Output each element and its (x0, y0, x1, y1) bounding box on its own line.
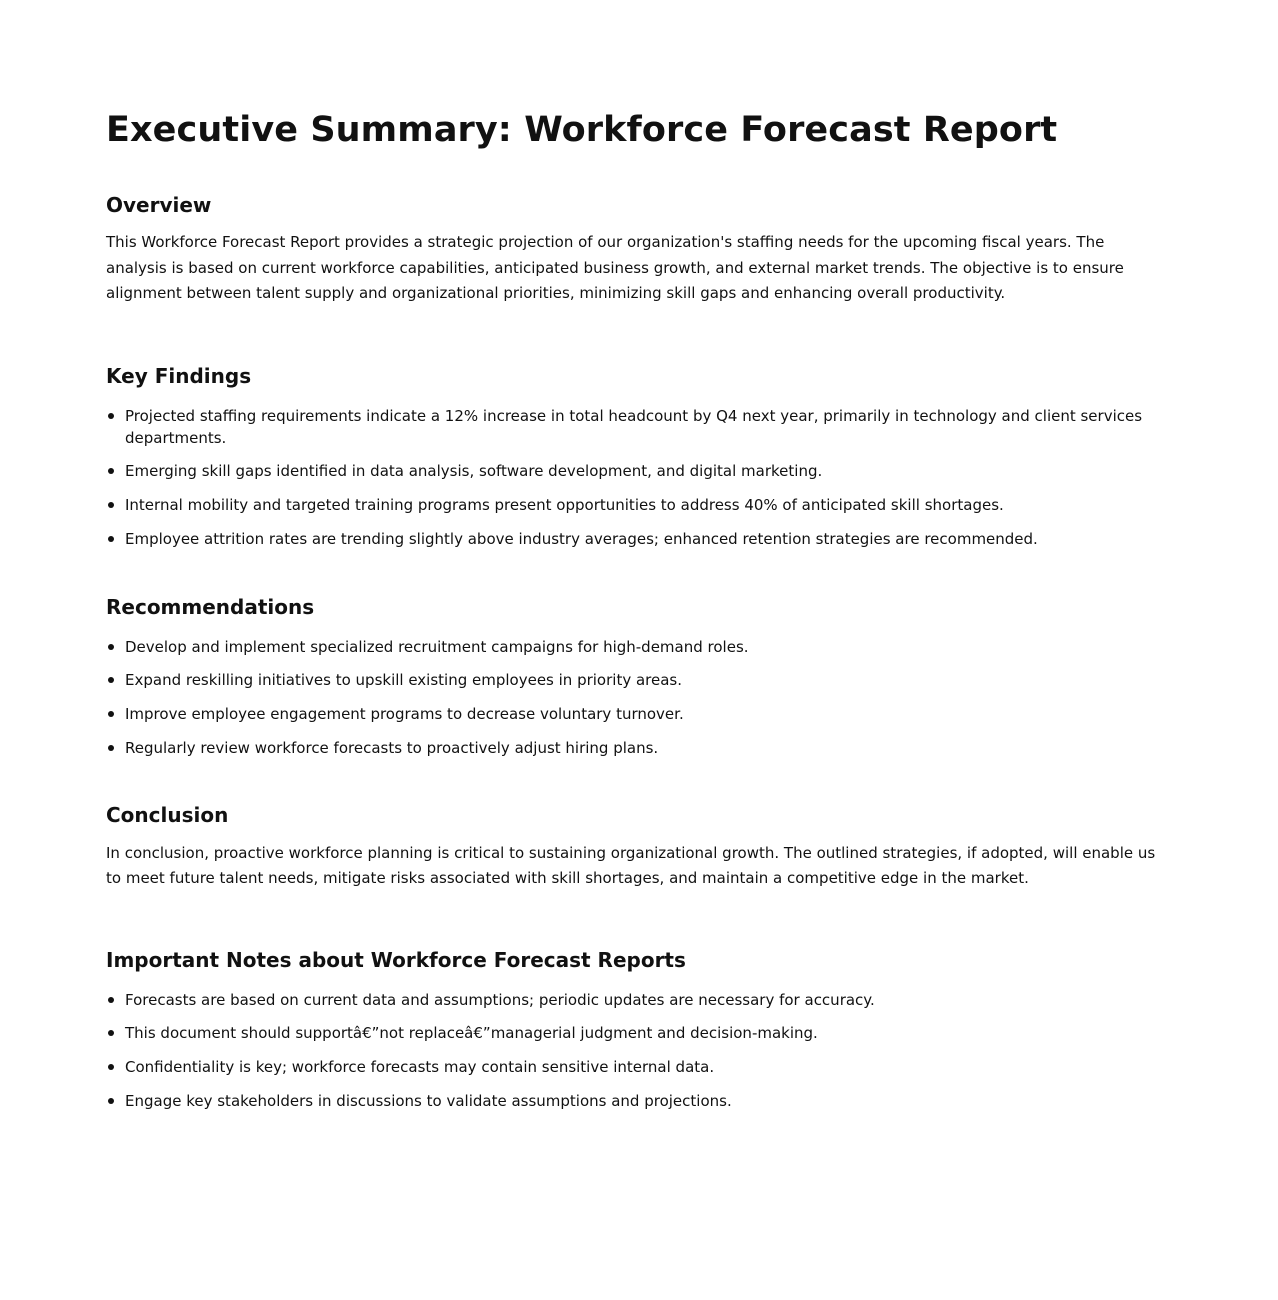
list-item: Engage key stakeholders in discussions to validate assumptions and projections. (106, 1090, 1166, 1112)
recommendations-list (106, 636, 1166, 759)
list-item: Develop and implement specialized recruitment campaigns for high-demand roles. (106, 636, 1166, 658)
conclusion-heading: Conclusion (106, 802, 229, 827)
list-item: Improve employee engagement programs to decrease voluntary turnover. (106, 703, 1166, 725)
list-item: Emerging skill gaps identified in data analysis, software development, and digital marketing. (106, 460, 1166, 482)
conclusion-paragraph: In conclusion, proactive workforce planning is critical to sustaining organizational growth. The outlined strategies, if adopted, will enable us to meet future talent needs, mitigate risks associated with skill shortages, and maintain a competitive edge in the market. (106, 843, 1156, 888)
key-findings-heading: Key Findings (106, 363, 252, 388)
list-item: Internal mobility and targeted training programs present opportunities to address 40% of anticipated skill shortages. (106, 494, 1166, 516)
notes-section (106, 947, 1166, 1112)
notes-list (106, 989, 1166, 1112)
list-item: Regularly review workforce forecasts to proactively adjust hiring plans. (106, 737, 1166, 759)
recommendations-section (106, 594, 1166, 759)
list-item: Expand reskilling initiatives to upskill existing employees in priority areas. (106, 669, 1166, 691)
conclusion-section (106, 802, 1166, 892)
list-item: Forecasts are based on current data and assumptions; periodic updates are necessary for accuracy. (106, 989, 1166, 1011)
overview-section (106, 192, 1166, 307)
page-title: Executive Summary: Workforce Forecast Report (106, 110, 1058, 150)
key-findings-section (106, 363, 1166, 550)
key-findings-list (106, 405, 1166, 550)
overview-heading: Overview (106, 193, 212, 217)
notes-heading: Important Notes about Workforce Forecast Reports (106, 947, 686, 972)
overview-paragraph: This Workforce Forecast Report provides a strategic projection of our organization's staffing needs for the upcoming fiscal years. The analysis is based on current workforce capabilities, anticipated business growth, and external market trends. The objective is to ensure alignment between talent supply and organizational priorities, minimizing skill gaps and enhancing overall productivity. (106, 233, 1124, 302)
recommendations-heading: Recommendations (106, 594, 315, 619)
list-item: Confidentiality is key; workforce forecasts may contain sensitive internal data. (106, 1056, 1166, 1078)
list-item: Employee attrition rates are trending slightly above industry averages; enhanced retention strategies are recommended. (106, 528, 1166, 550)
list-item: This document should supportâ€”not replaceâ€”managerial judgment and decision-making. (106, 1022, 1166, 1044)
list-item: Projected staffing requirements indicate a 12% increase in total headcount by Q4 next year, primarily in technology and client services departments. (106, 405, 1166, 449)
